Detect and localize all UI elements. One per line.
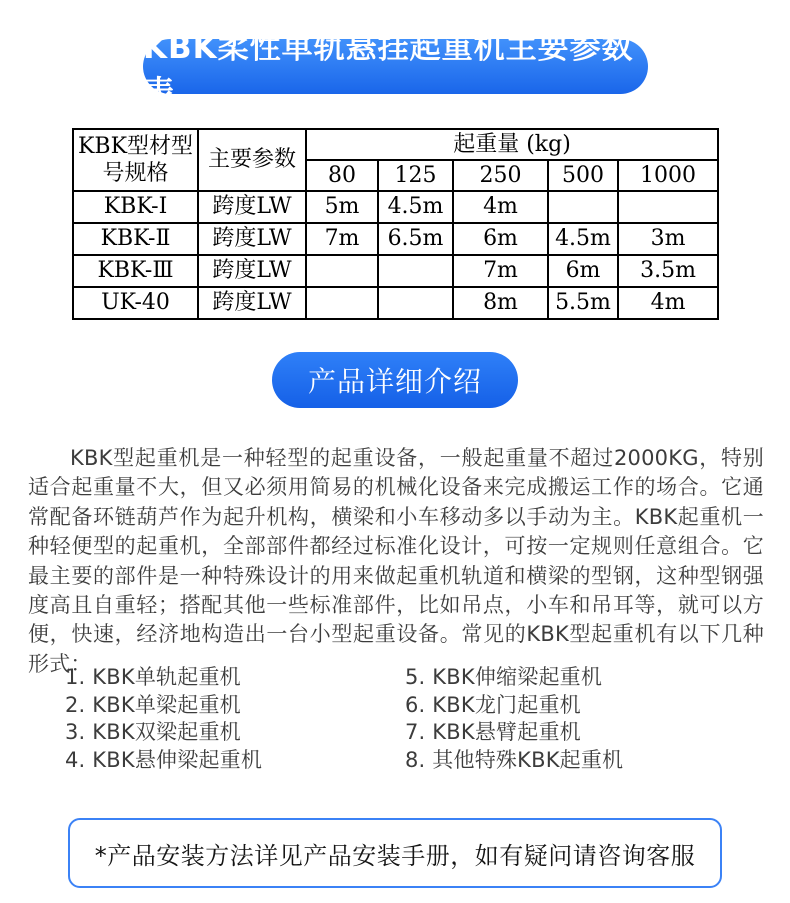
intro-paragraph: KBK型起重机是一种轻型的起重设备，一般起重量不超过2000KG，特别适合起重量不大，但又必须用简易的机械化设备来完成搬运工作的场合。它通常配备环链葫芦作为起升机构，横梁和小车移动多以手动为主。KBK起重机一种轻便型的起重机，全部部件都经过标准化设计，可按一定规则任意组合。它最主要的部件是一种特殊设计的用来做起重机轨道和横梁的型钢，这种型钢强度高且自重轻；搭配其他一些标准部件，比如吊点，小车和吊耳等，就可以方便，快速，经济地构造出一台小型起重设备。常见的KBK型起重机有以下几种形式： [28, 446, 764, 676]
product-detail-button[interactable] [272, 352, 518, 408]
header-model-spec: KBK型材型号规格 [73, 129, 198, 191]
title-banner [143, 29, 648, 111]
list-item: 7. KBK悬臂起重机 [405, 720, 581, 745]
crane-type-list-left [65, 664, 262, 774]
install-note-box [68, 818, 722, 888]
model-cell: KBK-Ⅰ [73, 191, 198, 223]
value-cell: 4m [453, 191, 548, 223]
capacity-col-250: 250 [453, 160, 548, 191]
list-item: 6. KBK龙门起重机 [405, 692, 581, 717]
model-cell: KBK-Ⅱ [73, 223, 198, 255]
value-cell: 4.5m [548, 223, 618, 255]
param-cell: 跨度LW [198, 287, 306, 319]
value-cell: 8m [453, 287, 548, 319]
list-item: 2. KBK单梁起重机 [65, 692, 241, 717]
value-cell: 7m [306, 223, 378, 255]
value-cell: 3m [618, 223, 718, 255]
spec-table [72, 128, 719, 320]
crane-type-list-right [405, 664, 623, 774]
table-row [73, 223, 718, 255]
table-row [73, 255, 718, 287]
header-main-param: 主要参数 [198, 129, 306, 191]
value-cell: 6m [548, 255, 618, 287]
header-capacity: 起重量 (kg) [306, 129, 718, 160]
capacity-col-80: 80 [306, 160, 378, 191]
value-cell: 4.5m [378, 191, 453, 223]
table-row [73, 191, 718, 223]
value-cell: 4m [618, 287, 718, 319]
value-cell [306, 287, 378, 319]
value-cell: 7m [453, 255, 548, 287]
value-cell: 5.5m [548, 287, 618, 319]
param-cell: 跨度LW [198, 255, 306, 287]
value-cell: 6.5m [378, 223, 453, 255]
value-cell [378, 287, 453, 319]
list-item: 5. KBK伸缩梁起重机 [405, 665, 603, 689]
capacity-col-1000: 1000 [618, 160, 718, 191]
value-cell [618, 191, 718, 223]
install-note-text: *产品安装方法详见产品安装手册，如有疑问请咨询客服 [94, 841, 696, 870]
list-item: 1. KBK单轨起重机 [65, 665, 241, 689]
list-item: 8. 其他特殊KBK起重机 [405, 747, 624, 772]
param-cell: 跨度LW [198, 223, 306, 255]
model-cell: KBK-Ⅲ [73, 255, 198, 287]
capacity-col-125: 125 [378, 160, 453, 191]
value-cell: 5m [306, 191, 378, 223]
model-cell: UK-40 [73, 287, 198, 319]
value-cell [306, 255, 378, 287]
value-cell [548, 191, 618, 223]
page-title: KBK柔性单轨悬挂起重机主要参数表 [143, 29, 634, 111]
param-cell: 跨度LW [198, 191, 306, 223]
value-cell: 6m [453, 223, 548, 255]
value-cell: 3.5m [618, 255, 718, 287]
table-row [73, 287, 718, 319]
value-cell [378, 255, 453, 287]
list-item: 3. KBK双梁起重机 [65, 720, 241, 745]
product-detail-button-label: 产品详细介绍 [307, 366, 482, 397]
capacity-col-500: 500 [548, 160, 618, 191]
list-item: 4. KBK悬伸梁起重机 [65, 747, 263, 772]
